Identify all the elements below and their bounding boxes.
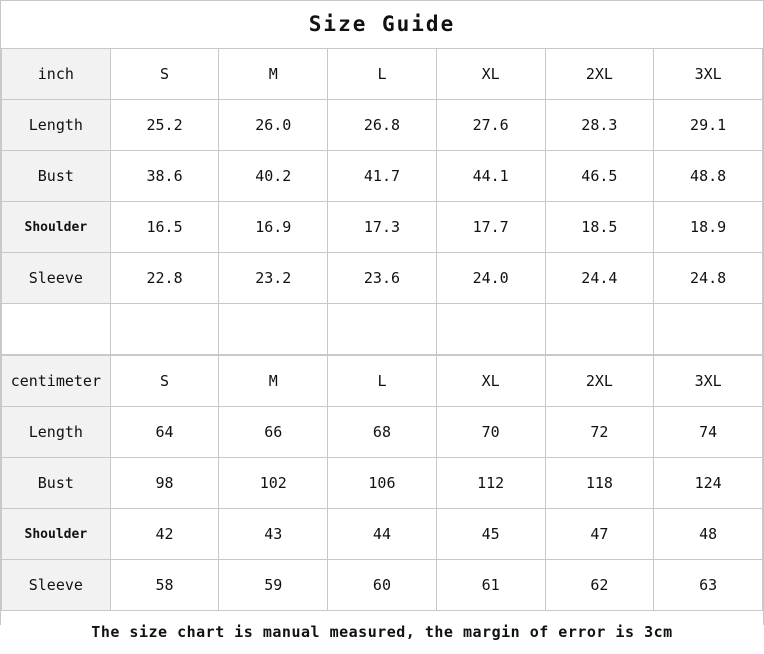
cell-shoulder-3xl: 48 [654,509,763,560]
table-header-row [2,356,763,407]
cell-length-s: 64 [110,407,219,458]
cell-sleeve-s: 58 [110,560,219,611]
size-header-l: L [328,49,437,100]
size-header-m: M [219,49,328,100]
cell-bust-l: 41.7 [328,151,437,202]
table-row [2,509,763,560]
cell-sleeve-xl: 61 [436,560,545,611]
size-header-xl: XL [436,49,545,100]
size-header-m: M [219,356,328,407]
cell-sleeve-xl: 24.0 [436,253,545,304]
table-row [2,202,763,253]
cell-shoulder-m: 16.9 [219,202,328,253]
cell-sleeve-l: 60 [328,560,437,611]
size-header-3xl: 3XL [654,49,763,100]
cell-bust-xl: 44.1 [436,151,545,202]
cell-bust-xl: 112 [436,458,545,509]
cell-bust-3xl: 124 [654,458,763,509]
size-table-inch [1,48,763,355]
cell-sleeve-l: 23.6 [328,253,437,304]
cell-bust-2xl: 46.5 [545,151,654,202]
spacer-cell [328,304,437,355]
cell-sleeve-m: 23.2 [219,253,328,304]
spacer-cell [436,304,545,355]
cell-length-l: 68 [328,407,437,458]
size-header-s: S [110,356,219,407]
spacer-cell [110,304,219,355]
size-header-3xl: 3XL [654,356,763,407]
cell-shoulder-l: 17.3 [328,202,437,253]
row-label-length: Length [2,407,111,458]
spacer-cell [654,304,763,355]
cell-shoulder-xl: 17.7 [436,202,545,253]
cell-length-3xl: 74 [654,407,763,458]
row-label-sleeve: Sleeve [2,560,111,611]
cell-sleeve-3xl: 24.8 [654,253,763,304]
cell-shoulder-m: 43 [219,509,328,560]
cell-shoulder-2xl: 18.5 [545,202,654,253]
cell-bust-s: 38.6 [110,151,219,202]
size-header-s: S [110,49,219,100]
size-table-centimeter [1,355,763,611]
table-header-row [2,49,763,100]
cell-shoulder-2xl: 47 [545,509,654,560]
row-label-bust: Bust [2,458,111,509]
cell-length-2xl: 28.3 [545,100,654,151]
cell-length-xl: 27.6 [436,100,545,151]
spacer-cell [545,304,654,355]
unit-label-centimeter: centimeter [2,356,111,407]
table-row [2,407,763,458]
row-label-sleeve: Sleeve [2,253,111,304]
table-row [2,458,763,509]
page-title: Size Guide [1,1,763,48]
cell-length-2xl: 72 [545,407,654,458]
cell-bust-s: 98 [110,458,219,509]
cell-length-xl: 70 [436,407,545,458]
row-label-bust: Bust [2,151,111,202]
cell-shoulder-xl: 45 [436,509,545,560]
cell-shoulder-s: 16.5 [110,202,219,253]
table-row [2,100,763,151]
size-header-l: L [328,356,437,407]
size-header-xl: XL [436,356,545,407]
measurement-note: The size chart is manual measured, the margin of error is 3cm [1,611,763,654]
row-label-length: Length [2,100,111,151]
unit-label-inch: inch [2,49,111,100]
table-row [2,560,763,611]
cell-length-m: 26.0 [219,100,328,151]
cell-bust-m: 102 [219,458,328,509]
cell-length-3xl: 29.1 [654,100,763,151]
cell-length-l: 26.8 [328,100,437,151]
cell-shoulder-s: 42 [110,509,219,560]
row-label-shoulder: Shoulder [2,202,111,253]
row-label-shoulder: Shoulder [2,509,111,560]
table-row [2,151,763,202]
table-row [2,253,763,304]
cell-sleeve-2xl: 24.4 [545,253,654,304]
cell-bust-3xl: 48.8 [654,151,763,202]
table-spacer-row [2,304,763,355]
cell-shoulder-3xl: 18.9 [654,202,763,253]
cell-shoulder-l: 44 [328,509,437,560]
spacer-cell [2,304,111,355]
size-header-2xl: 2XL [545,49,654,100]
size-header-2xl: 2XL [545,356,654,407]
cell-sleeve-m: 59 [219,560,328,611]
cell-sleeve-3xl: 63 [654,560,763,611]
cell-bust-m: 40.2 [219,151,328,202]
cell-length-s: 25.2 [110,100,219,151]
cell-length-m: 66 [219,407,328,458]
cell-sleeve-2xl: 62 [545,560,654,611]
cell-bust-l: 106 [328,458,437,509]
spacer-cell [219,304,328,355]
cell-sleeve-s: 22.8 [110,253,219,304]
cell-bust-2xl: 118 [545,458,654,509]
